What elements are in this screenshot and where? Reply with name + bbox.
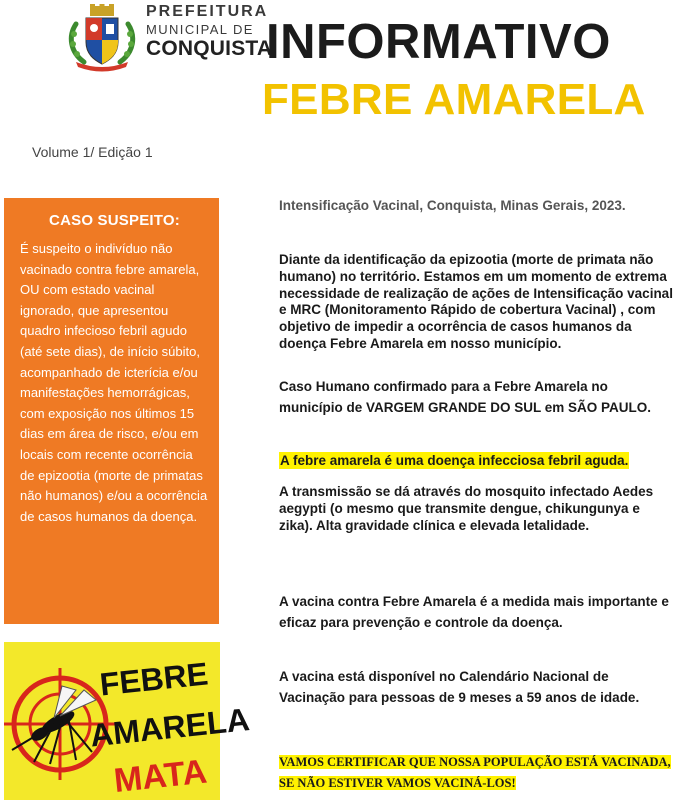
prefeitura-wordmark [146, 3, 273, 60]
edition-label: Volume 1/ Edição 1 [32, 144, 153, 160]
suspect-case-heading: CASO SUSPEITO: [49, 212, 180, 229]
paragraph-transmission: A transmissão se dá através do mosquito infectado Aedes aegypti (o mesmo que transmite dengue, chikungunya e zika). Alta gravidade clínica e elevada letalidade. [279, 484, 654, 533]
closing-call-to-action [279, 752, 674, 794]
municipal-coat-of-arms-logo [66, 4, 138, 70]
banner-line-mata: MATA [112, 752, 209, 801]
paragraph-epizootia: Diante da identificação da epizootia (morte de primata não humano) no território. Estamos em um momento de extrema necessidade de realização de ações de Intensificação vacinal e MRC (Monitoramento Rápido de cobertura Vacinal) , com objetivo de impedir a ocorrência de casos humanos da doença Febre Amarela em nosso município. [279, 252, 673, 351]
prefeitura-text: PREFEITURA [146, 3, 269, 20]
banner-line-amarela: AMARELA [88, 701, 252, 754]
page-title: INFORMATIVO [266, 15, 611, 69]
paragraph-vaccine-availability: A vacina está disponível no Calendário Nacional de Vacinação para pessoas de 9 meses a 59 anos de idade. [279, 669, 640, 705]
page-subtitle: FEBRE AMARELA [262, 75, 646, 124]
closing-call-to-action-text: VAMOS CERTIFICAR QUE NOSSA POPULAÇÃO ESTÁ VACINADA, SE NÃO ESTIVER VAMOS VACINÁ-LOS! [279, 755, 671, 790]
suspect-case-text: É suspeito o indivíduo não vacinado contra febre amarela, OU com estado vacinal ignorado, que apresentou quadro infecioso febril agudo (até sete dias), de início súbito, acompanhado de icterícia e/ou manifestações hemorrágicas, com exposição nos últimos 15 dias em área de risco, e/ou em locais com recente ocorrência de epizootia (morte de primatas não humanos) e/ou a ocorrência de casos humanos da doença. [20, 241, 208, 524]
paragraph-human-case: Caso Humano confirmado para a Febre Amarela no município de VARGEM GRANDE DO SUL em SÃO PAULO. [279, 379, 652, 415]
paragraph-vaccine-importance: A vacina contra Febre Amarela é a medida mais importante e eficaz para prevenção e controle da doença. [279, 594, 669, 630]
banner-line-febre: FEBRE [98, 655, 210, 703]
highlight-definition-text: A febre amarela é uma doença infecciosa febril aguda. [280, 453, 629, 468]
conquista-text: CONQUISTA [146, 37, 273, 60]
suspect-case-box [4, 198, 219, 624]
febre-amarela-mata-banner [4, 642, 252, 801]
dateline: Intensificação Vacinal, Conquista, Minas Gerais, 2023. [279, 198, 626, 213]
municipal-de-text: MUNICIPAL DE [146, 22, 254, 37]
highlight-definition [279, 453, 674, 468]
